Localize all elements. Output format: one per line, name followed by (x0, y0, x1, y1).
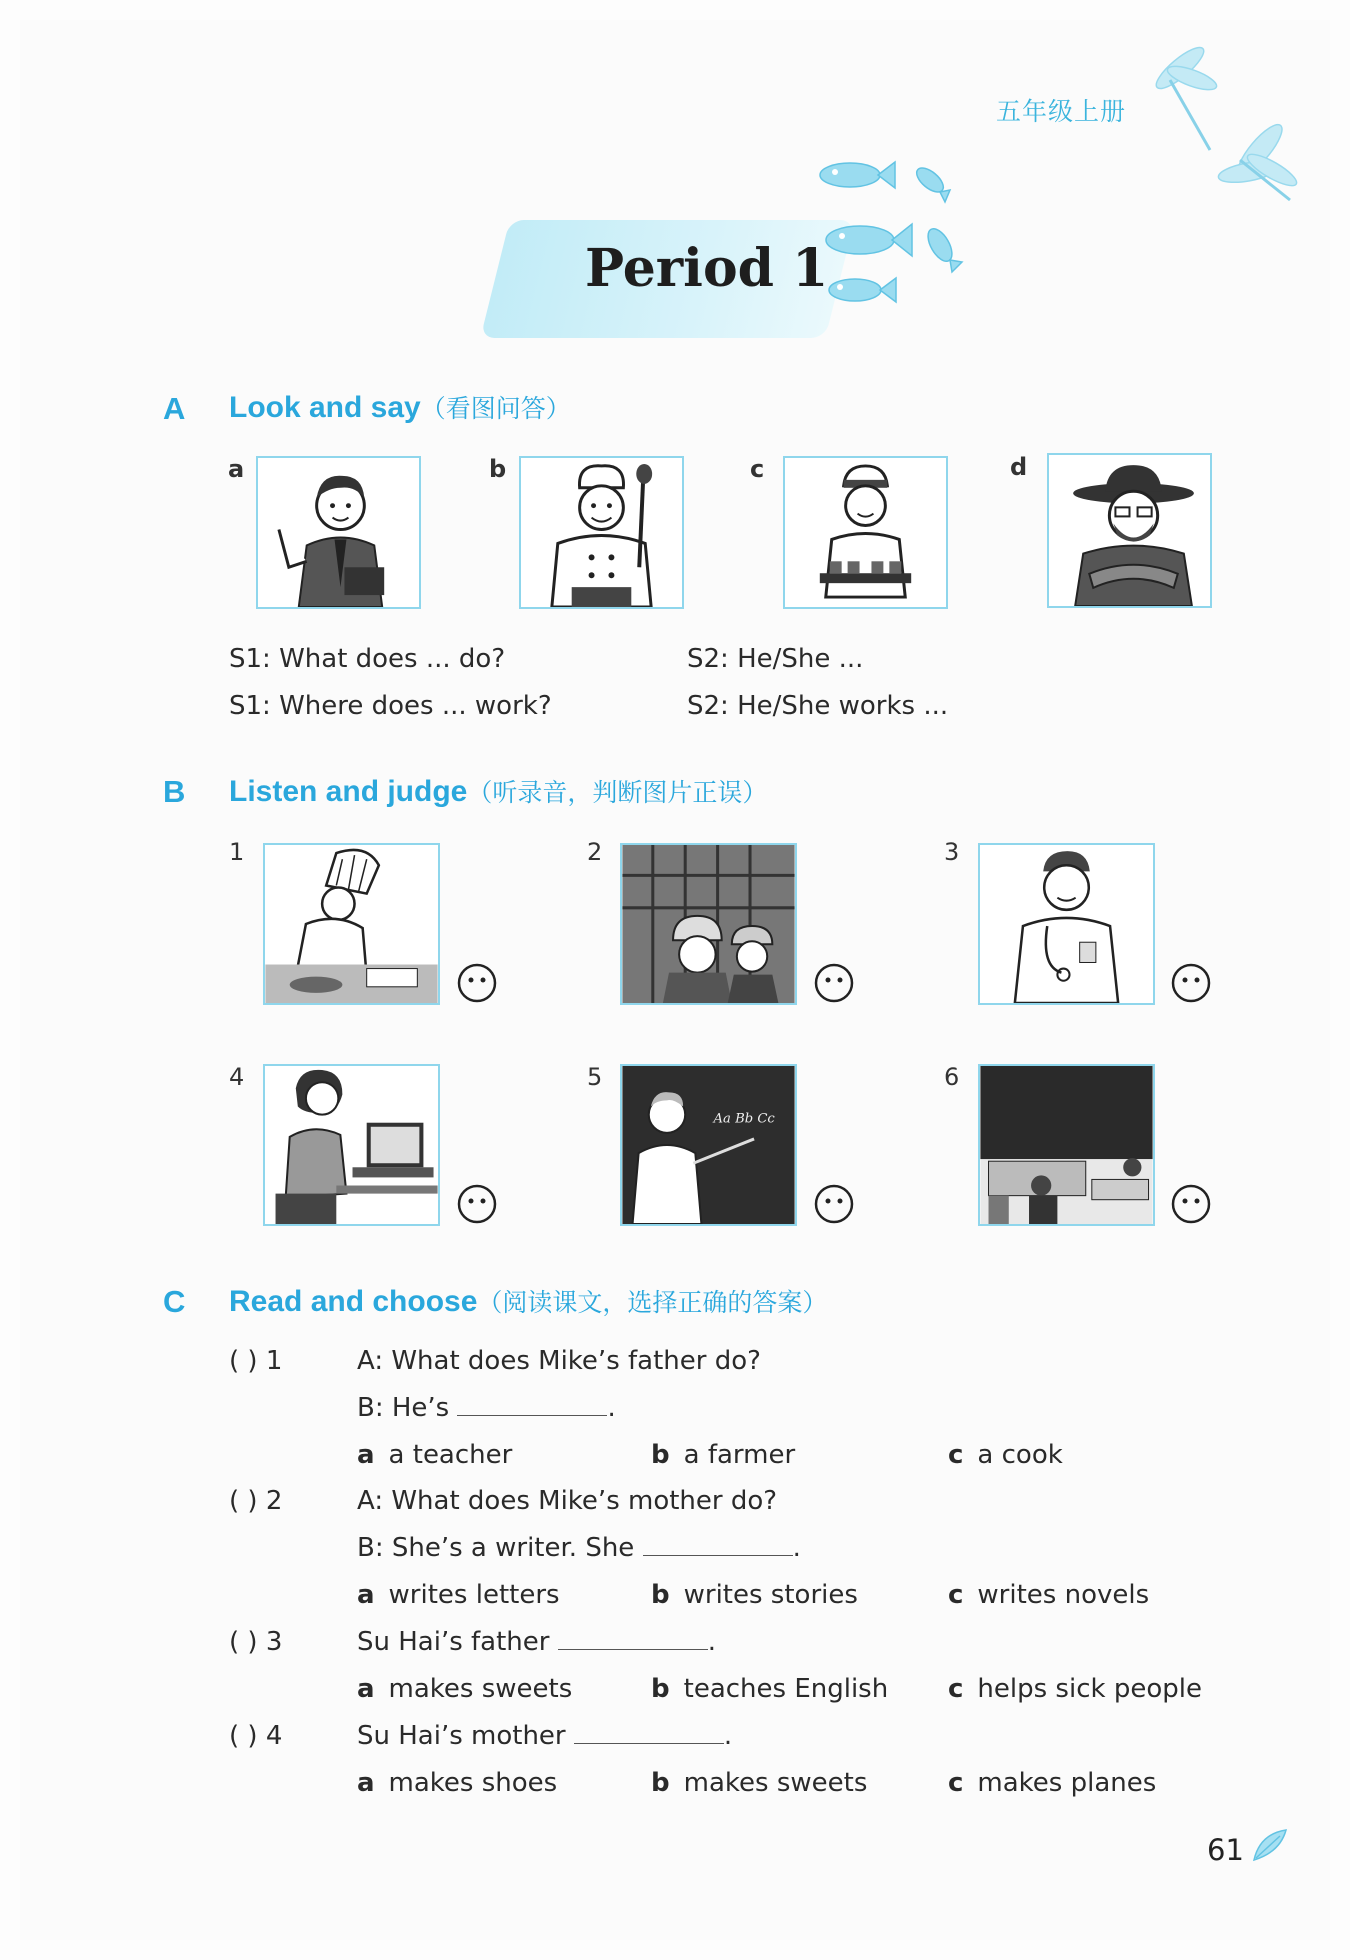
blank-period: . (607, 1393, 616, 1423)
answer-blank[interactable] (558, 1648, 708, 1650)
picture-label: b (489, 455, 507, 483)
option-b[interactable] (651, 1768, 867, 1798)
cook-picture (519, 456, 684, 609)
question-text: B: She’s a writer. She (357, 1533, 635, 1563)
blank-period: . (707, 1627, 717, 1657)
picture-label: d (1010, 453, 1028, 481)
grade-label: 五年级上册 (996, 97, 1127, 126)
option-a[interactable] (357, 1580, 560, 1610)
option-text: makes planes (977, 1768, 1157, 1798)
option-b[interactable] (651, 1674, 888, 1704)
item-number: 3 (944, 838, 960, 866)
option-text: writes letters (388, 1580, 560, 1610)
option-letter: c (948, 1440, 964, 1470)
smiley-face-icon[interactable] (456, 1183, 498, 1225)
option-a[interactable] (357, 1440, 512, 1470)
smiley-face-icon[interactable] (456, 962, 498, 1004)
section-a-title-cn: （看图问答） (420, 395, 571, 423)
question-line: A: What does Mike’s father do? (357, 1346, 761, 1376)
answer-blank[interactable] (574, 1742, 724, 1744)
option-a[interactable] (357, 1768, 557, 1798)
section-a-title-en: Look and say (229, 391, 421, 424)
option-c[interactable] (948, 1440, 1063, 1470)
judge-picture-6 (978, 1064, 1155, 1226)
judge-picture-4 (263, 1064, 440, 1226)
question-text: B: He’s (357, 1393, 450, 1423)
writer-computer-icon (265, 1066, 438, 1224)
blackboard-text: Aa Bb Cc (713, 1111, 775, 1127)
option-text: a teacher (388, 1440, 513, 1470)
answer-blank[interactable] (643, 1554, 793, 1556)
answer-bracket[interactable]: ( ) 4 (229, 1721, 283, 1751)
answer-bracket[interactable]: ( ) 3 (229, 1627, 283, 1657)
judge-picture-1 (263, 843, 440, 1005)
item-number: 2 (587, 838, 603, 866)
section-b-letter: B (163, 774, 186, 809)
item-number: 1 (229, 838, 245, 866)
chef-cooking-icon (265, 845, 438, 1003)
dialogue-s1: S1: What does ... do? (229, 644, 506, 674)
option-c[interactable] (948, 1580, 1149, 1610)
section-c-title-cn: （阅读课文，选择正确的答案） (477, 1289, 828, 1317)
section-c-title (229, 1283, 827, 1319)
option-letter: a (357, 1674, 375, 1704)
page-title: Period 1 (585, 238, 829, 299)
option-text: makes sweets (683, 1768, 868, 1798)
waitress-icon (785, 458, 946, 607)
picture-label: c (750, 455, 765, 483)
judge-picture-3 (978, 843, 1155, 1005)
smiley-face-icon[interactable] (813, 962, 855, 1004)
question-line (357, 1393, 616, 1423)
blank-period: . (792, 1533, 801, 1563)
smiley-face-icon[interactable] (813, 1183, 855, 1225)
farmer-icon (1049, 455, 1210, 606)
leaf-icon (1250, 1826, 1290, 1866)
answer-blank[interactable] (457, 1414, 607, 1416)
page-number: 61 (1207, 1833, 1244, 1867)
option-letter: a (357, 1768, 375, 1798)
question-text: Su Hai’s mother (357, 1721, 566, 1751)
option-letter: c (948, 1768, 964, 1798)
dialogue-s1: S1: Where does ... work? (229, 691, 552, 721)
section-b-title (229, 773, 767, 809)
section-b-title-cn: （听录音，判断图片正误） (467, 779, 768, 807)
item-number: 4 (229, 1063, 245, 1091)
section-a-letter: A (163, 391, 186, 426)
doctor-icon (980, 845, 1153, 1003)
waitress-picture (783, 456, 948, 609)
option-a[interactable] (357, 1674, 572, 1704)
option-b[interactable] (651, 1440, 795, 1470)
classroom-icon (980, 1066, 1153, 1224)
option-text: a cook (977, 1440, 1063, 1470)
teacher-blackboard-icon (622, 1066, 795, 1224)
picture-label: a (228, 455, 245, 483)
option-text: teaches English (683, 1674, 889, 1704)
option-text: helps sick people (977, 1674, 1202, 1704)
option-c[interactable] (948, 1768, 1156, 1798)
question-line: A: What does Mike’s mother do? (357, 1486, 778, 1516)
farmer-picture (1047, 453, 1212, 608)
dragonfly-icon (1140, 40, 1300, 210)
option-b[interactable] (651, 1580, 858, 1610)
smiley-face-icon[interactable] (1170, 1183, 1212, 1225)
section-b-title-en: Listen and judge (229, 775, 468, 808)
section-c-letter: C (163, 1284, 186, 1319)
question-line (357, 1533, 801, 1563)
teacher-picture (256, 456, 421, 609)
workers-icon (622, 845, 795, 1003)
question-line (357, 1721, 732, 1751)
option-text: makes shoes (388, 1768, 558, 1798)
answer-bracket[interactable]: ( ) 1 (229, 1346, 283, 1376)
section-c-title-en: Read and choose (229, 1285, 478, 1318)
option-letter: b (651, 1580, 670, 1610)
dialogue-s2: S2: He/She works ... (687, 691, 949, 721)
option-letter: a (357, 1440, 375, 1470)
teacher-icon (258, 458, 419, 607)
option-c[interactable] (948, 1674, 1202, 1704)
option-letter: b (651, 1674, 670, 1704)
option-letter: b (651, 1768, 670, 1798)
question-text: Su Hai’s father (357, 1627, 550, 1657)
section-a-title (229, 389, 571, 425)
option-letter: c (948, 1580, 964, 1610)
option-letter: b (651, 1440, 670, 1470)
option-text: writes stories (683, 1580, 858, 1610)
answer-bracket[interactable]: ( ) 2 (229, 1486, 283, 1516)
item-number: 5 (587, 1063, 603, 1091)
option-letter: c (948, 1674, 964, 1704)
option-text: a farmer (683, 1440, 796, 1470)
question-line (357, 1627, 716, 1657)
judge-picture-2 (620, 843, 797, 1005)
dialogue-s2: S2: He/She ... (687, 644, 864, 674)
item-number: 6 (944, 1063, 960, 1091)
option-text: makes sweets (388, 1674, 573, 1704)
option-text: writes novels (977, 1580, 1150, 1610)
smiley-face-icon[interactable] (1170, 962, 1212, 1004)
blank-period: . (723, 1721, 733, 1751)
judge-picture-5 (620, 1064, 797, 1226)
option-letter: a (357, 1580, 375, 1610)
cook-icon (521, 458, 682, 607)
